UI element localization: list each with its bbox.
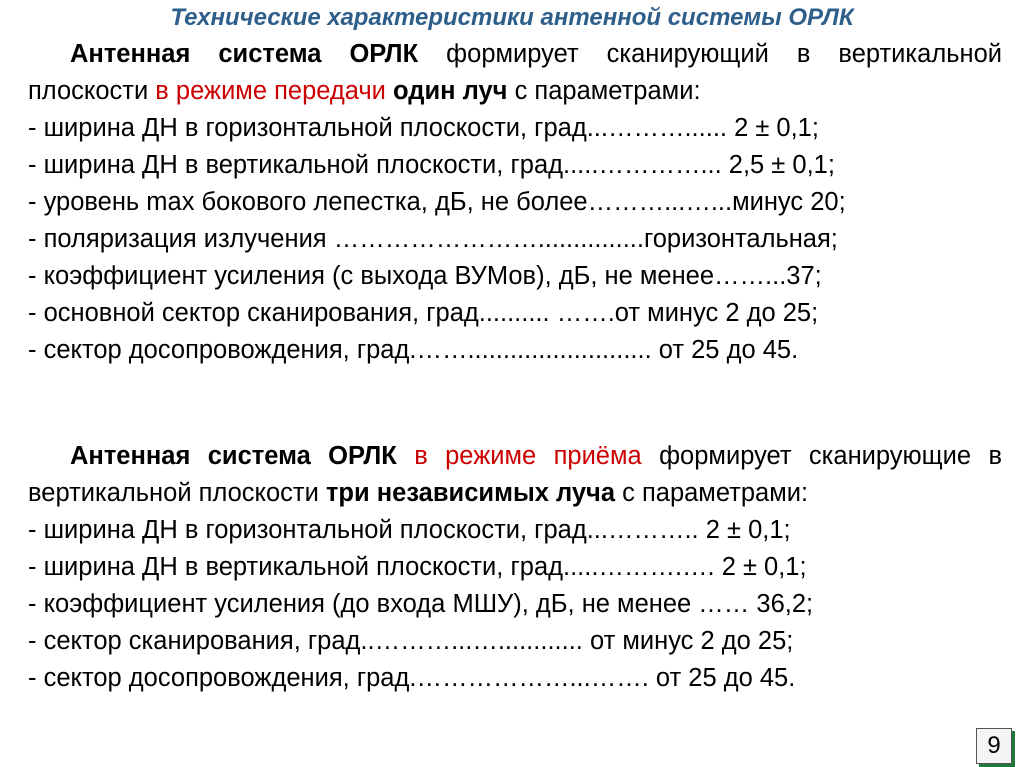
receive-param-item: - ширина ДН в горизонтальной плоскости, град...……….. 2 ± 0,1; bbox=[28, 516, 791, 544]
transmit-section bbox=[28, 36, 1002, 369]
transmit-param-item: - коэффициент усиления (с выхода ВУМов), дБ, не менее……...37; bbox=[28, 262, 822, 290]
receive-intro-space bbox=[397, 442, 414, 470]
receive-beam-count: три независимых луча bbox=[325, 479, 616, 507]
receive-intro-text: формирует сканирующие в вертикальной плоскости bbox=[28, 442, 1002, 507]
receive-param-item: - коэффициент усиления (до входа МШУ), дБ, не менее …… 36,2; bbox=[28, 590, 814, 618]
transmit-intro-space bbox=[386, 77, 393, 105]
transmit-intro-subject: Антенная система ОРЛК bbox=[70, 40, 419, 68]
receive-section bbox=[28, 438, 1002, 697]
receive-param-item: - сектор сканирования, град..………...…............ от минус 2 до 25; bbox=[28, 627, 794, 655]
transmit-param-item: - уровень max бокового лепестка, дБ, не более………...…...минус 20; bbox=[28, 188, 846, 216]
transmit-intro-tail: с параметрами: bbox=[507, 77, 701, 105]
receive-mode-highlight: в режиме приёма bbox=[414, 442, 642, 470]
slide-title: Технические характеристики антенной системы ОРЛК bbox=[170, 4, 854, 31]
transmit-param-item: - основной сектор сканирования, град.......... …….от минус 2 до 25; bbox=[28, 299, 819, 327]
transmit-param-item: - ширина ДН в вертикальной плоскости, град.....…………... 2,5 ± 0,1; bbox=[28, 151, 835, 179]
receive-param-item: - ширина ДН в вертикальной плоскости, град.....……….…. 2 ± 0,1; bbox=[28, 553, 807, 581]
transmit-param-item: - поляризация излучения ……………………...............горизонтальная; bbox=[28, 225, 838, 253]
transmit-intro bbox=[28, 36, 1002, 110]
receive-intro-tail: с параметрами: bbox=[615, 479, 809, 507]
page-number: 9 bbox=[976, 728, 1012, 764]
receive-intro bbox=[28, 438, 1002, 512]
transmit-param-item: - ширина ДН в горизонтальной плоскости, град...………...... 2 ± 0,1; bbox=[28, 114, 819, 142]
receive-intro-subject: Антенная система ОРЛК bbox=[70, 442, 397, 470]
transmit-mode-highlight: в режиме передачи bbox=[155, 77, 386, 105]
transmit-beam-count: один луч bbox=[393, 77, 508, 105]
transmit-param-item: - сектор досопровождения, град.…….......................... от 25 до 45. bbox=[28, 336, 799, 364]
receive-param-item: - сектор досопровождения, град.………………...……. от 25 до 45. bbox=[28, 664, 796, 692]
transmit-intro-text: формирует сканирующий в вертикальной плоскости bbox=[28, 40, 1002, 105]
